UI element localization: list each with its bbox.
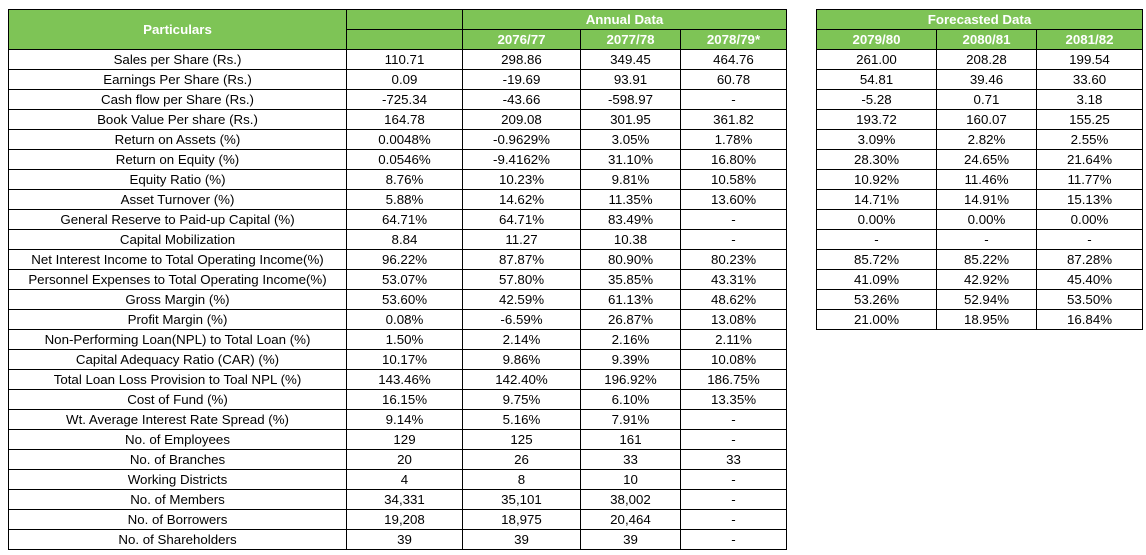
- table-cell: 9.81%: [581, 170, 681, 190]
- table-cell: -6.59%: [463, 310, 581, 330]
- row-label: Return on Assets (%): [9, 130, 347, 150]
- table-cell: 93.91: [581, 70, 681, 90]
- table-cell: 0.0048%: [347, 130, 463, 150]
- table-cell: 18,975: [463, 510, 581, 530]
- table-cell: 0.09: [347, 70, 463, 90]
- row-label: Total Loan Loss Provision to Toal NPL (%): [9, 370, 347, 390]
- table-cell: 0.0546%: [347, 150, 463, 170]
- table-cell: -: [681, 230, 787, 250]
- table-cell: 10.08%: [681, 350, 787, 370]
- table-cell: 199.54: [1037, 50, 1143, 70]
- table-cell: 52.94%: [937, 290, 1037, 310]
- table-cell: 14.62%: [463, 190, 581, 210]
- table-row: [817, 270, 1143, 290]
- table-cell: 155.25: [1037, 110, 1143, 130]
- table-row: [9, 410, 787, 430]
- table-cell: 16.15%: [347, 390, 463, 410]
- table-cell: 26.87%: [581, 310, 681, 330]
- table-cell: 26: [463, 450, 581, 470]
- table-cell: -: [681, 470, 787, 490]
- table-cell: 20: [347, 450, 463, 470]
- table-cell: 143.46%: [347, 370, 463, 390]
- table-row: [9, 230, 787, 250]
- table-cell: 39: [347, 530, 463, 550]
- table-row: [817, 110, 1143, 130]
- table-cell: 2.14%: [463, 330, 581, 350]
- table-row: [9, 250, 787, 270]
- table-row: [817, 130, 1143, 150]
- table-cell: -725.34: [347, 90, 463, 110]
- table-row: [9, 290, 787, 310]
- table-cell: 42.92%: [937, 270, 1037, 290]
- table-cell: 10.17%: [347, 350, 463, 370]
- table-cell: 87.87%: [463, 250, 581, 270]
- table-cell: 33.60: [1037, 70, 1143, 90]
- table-cell: -: [937, 230, 1037, 250]
- table-row: [9, 470, 787, 490]
- table-cell: 0.00%: [937, 210, 1037, 230]
- table-cell: 0.00%: [1037, 210, 1143, 230]
- row-label: Book Value Per share (Rs.): [9, 110, 347, 130]
- table-cell: 53.50%: [1037, 290, 1143, 310]
- year-header-col1: [347, 30, 463, 50]
- table-cell: 2.82%: [937, 130, 1037, 150]
- row-label: Working Districts: [9, 470, 347, 490]
- table-cell: 9.86%: [463, 350, 581, 370]
- table-cell: 13.08%: [681, 310, 787, 330]
- table-cell: 161: [581, 430, 681, 450]
- annual-header-spacer: [347, 10, 463, 30]
- table-cell: 16.80%: [681, 150, 787, 170]
- table-cell: 0.00%: [817, 210, 937, 230]
- table-cell: 8: [463, 470, 581, 490]
- row-label: Net Interest Income to Total Operating Income(%): [9, 250, 347, 270]
- table-cell: 196.92%: [581, 370, 681, 390]
- table-row: [817, 90, 1143, 110]
- table-cell: -19.69: [463, 70, 581, 90]
- row-label: Sales per Share (Rs.): [9, 50, 347, 70]
- row-label: Earnings Per Share (Rs.): [9, 70, 347, 90]
- table-cell: 80.23%: [681, 250, 787, 270]
- table-cell: 186.75%: [681, 370, 787, 390]
- table-row: [9, 170, 787, 190]
- table-row: [817, 190, 1143, 210]
- table-cell: 261.00: [817, 50, 937, 70]
- table-cell: 21.00%: [817, 310, 937, 330]
- table-cell: 301.95: [581, 110, 681, 130]
- forecasted-data-table: [816, 9, 1143, 330]
- table-cell: 28.30%: [817, 150, 937, 170]
- table-cell: 2.11%: [681, 330, 787, 350]
- table-cell: 54.81: [817, 70, 937, 90]
- annual-data-header: Annual Data: [463, 10, 787, 30]
- row-label: Return on Equity (%): [9, 150, 347, 170]
- table-cell: 2.16%: [581, 330, 681, 350]
- table-cell: 209.08: [463, 110, 581, 130]
- year-header-2080-81: 2080/81: [937, 30, 1037, 50]
- table-cell: 38,002: [581, 490, 681, 510]
- table-cell: 13.35%: [681, 390, 787, 410]
- table-row: [9, 150, 787, 170]
- table-cell: 83.49%: [581, 210, 681, 230]
- table-row: [9, 270, 787, 290]
- table-cell: 4: [347, 470, 463, 490]
- table-cell: 80.90%: [581, 250, 681, 270]
- table-cell: -598.97: [581, 90, 681, 110]
- table-cell: 208.28: [937, 50, 1037, 70]
- table-cell: 9.39%: [581, 350, 681, 370]
- table-cell: 193.72: [817, 110, 937, 130]
- table-cell: 20,464: [581, 510, 681, 530]
- table-row: [9, 390, 787, 410]
- table-cell: 464.76: [681, 50, 787, 70]
- table-cell: 110.71: [347, 50, 463, 70]
- table-cell: 125: [463, 430, 581, 450]
- table-row: [9, 310, 787, 330]
- year-header-2078-79: 2078/79*: [681, 30, 787, 50]
- table-cell: 1.78%: [681, 130, 787, 150]
- table-cell: 11.27: [463, 230, 581, 250]
- particulars-header: Particulars: [9, 10, 347, 50]
- table-cell: 15.13%: [1037, 190, 1143, 210]
- table-cell: -43.66: [463, 90, 581, 110]
- table-cell: 85.22%: [937, 250, 1037, 270]
- table-cell: 10.92%: [817, 170, 937, 190]
- table-cell: 2.55%: [1037, 130, 1143, 150]
- table-cell: 10: [581, 470, 681, 490]
- row-label: No. of Shareholders: [9, 530, 347, 550]
- row-label: Cash flow per Share (Rs.): [9, 90, 347, 110]
- table-row: [9, 70, 787, 90]
- table-cell: 164.78: [347, 110, 463, 130]
- row-label: No. of Employees: [9, 430, 347, 450]
- table-cell: 64.71%: [463, 210, 581, 230]
- table-row: [817, 250, 1143, 270]
- row-label: No. of Branches: [9, 450, 347, 470]
- table-row: [9, 430, 787, 450]
- table-cell: 18.95%: [937, 310, 1037, 330]
- table-cell: 45.40%: [1037, 270, 1143, 290]
- row-label: Capital Mobilization: [9, 230, 347, 250]
- table-cell: 21.64%: [1037, 150, 1143, 170]
- table-cell: 14.71%: [817, 190, 937, 210]
- table-cell: 6.10%: [581, 390, 681, 410]
- year-header-2079-80: 2079/80: [817, 30, 937, 50]
- table-cell: -: [681, 430, 787, 450]
- table-row: [817, 310, 1143, 330]
- table-row: [9, 330, 787, 350]
- table-cell: 24.65%: [937, 150, 1037, 170]
- table-cell: 96.22%: [347, 250, 463, 270]
- table-row: [817, 210, 1143, 230]
- table-cell: 39: [581, 530, 681, 550]
- table-row: [9, 50, 787, 70]
- row-label: Personnel Expenses to Total Operating Income(%): [9, 270, 347, 290]
- table-cell: -: [1037, 230, 1143, 250]
- table-cell: 8.84: [347, 230, 463, 250]
- table-row: [9, 190, 787, 210]
- table-row: [817, 150, 1143, 170]
- table-cell: 298.86: [463, 50, 581, 70]
- table-cell: 19,208: [347, 510, 463, 530]
- table-row: [817, 290, 1143, 310]
- table-cell: 34,331: [347, 490, 463, 510]
- table-cell: 39: [463, 530, 581, 550]
- table-cell: 42.59%: [463, 290, 581, 310]
- table-cell: 10.38: [581, 230, 681, 250]
- table-row: [9, 90, 787, 110]
- table-row: [9, 490, 787, 510]
- table-cell: 8.76%: [347, 170, 463, 190]
- table-cell: 361.82: [681, 110, 787, 130]
- table-cell: 60.78: [681, 70, 787, 90]
- forecasted-data-header: Forecasted Data: [817, 10, 1143, 30]
- table-cell: 0.71: [937, 90, 1037, 110]
- year-header-2081-82: 2081/82: [1037, 30, 1143, 50]
- table-cell: 35,101: [463, 490, 581, 510]
- table-row: [9, 510, 787, 530]
- table-row: [9, 530, 787, 550]
- table-cell: -: [681, 210, 787, 230]
- row-label: General Reserve to Paid-up Capital (%): [9, 210, 347, 230]
- table-cell: 3.09%: [817, 130, 937, 150]
- table-row: [9, 210, 787, 230]
- table-row: [817, 70, 1143, 90]
- row-label: No. of Members: [9, 490, 347, 510]
- table-row: [817, 170, 1143, 190]
- table-row: [9, 350, 787, 370]
- table-cell: 349.45: [581, 50, 681, 70]
- table-cell: -: [681, 410, 787, 430]
- row-label: No. of Borrowers: [9, 510, 347, 530]
- table-cell: 7.91%: [581, 410, 681, 430]
- table-cell: 5.16%: [463, 410, 581, 430]
- row-label: Gross Margin (%): [9, 290, 347, 310]
- table-cell: 3.05%: [581, 130, 681, 150]
- table-cell: 11.35%: [581, 190, 681, 210]
- table-cell: 9.75%: [463, 390, 581, 410]
- table-cell: -5.28: [817, 90, 937, 110]
- table-cell: -: [681, 490, 787, 510]
- table-cell: 14.91%: [937, 190, 1037, 210]
- table-cell: 0.08%: [347, 310, 463, 330]
- table-cell: 10.23%: [463, 170, 581, 190]
- table-cell: 43.31%: [681, 270, 787, 290]
- table-row: [9, 370, 787, 390]
- table-cell: -: [817, 230, 937, 250]
- table-cell: 57.80%: [463, 270, 581, 290]
- table-cell: 48.62%: [681, 290, 787, 310]
- table-cell: 31.10%: [581, 150, 681, 170]
- table-cell: -: [681, 510, 787, 530]
- row-label: Non-Performing Loan(NPL) to Total Loan (%): [9, 330, 347, 350]
- table-cell: -: [681, 530, 787, 550]
- table-row: [9, 450, 787, 470]
- table-row: [817, 50, 1143, 70]
- table-cell: 33: [681, 450, 787, 470]
- row-label: Equity Ratio (%): [9, 170, 347, 190]
- table-cell: 11.46%: [937, 170, 1037, 190]
- table-cell: 160.07: [937, 110, 1037, 130]
- table-cell: 13.60%: [681, 190, 787, 210]
- table-cell: 41.09%: [817, 270, 937, 290]
- table-cell: 5.88%: [347, 190, 463, 210]
- table-row: [817, 230, 1143, 250]
- table-cell: 1.50%: [347, 330, 463, 350]
- row-label: Cost of Fund (%): [9, 390, 347, 410]
- table-cell: 16.84%: [1037, 310, 1143, 330]
- row-label: Profit Margin (%): [9, 310, 347, 330]
- table-cell: -0.9629%: [463, 130, 581, 150]
- table-cell: 39.46: [937, 70, 1037, 90]
- table-cell: 35.85%: [581, 270, 681, 290]
- table-cell: 129: [347, 430, 463, 450]
- table-cell: 53.07%: [347, 270, 463, 290]
- year-header-2077-78: 2077/78: [581, 30, 681, 50]
- table-cell: -9.4162%: [463, 150, 581, 170]
- table-cell: 53.60%: [347, 290, 463, 310]
- table-cell: 64.71%: [347, 210, 463, 230]
- row-label: Asset Turnover (%): [9, 190, 347, 210]
- table-cell: 11.77%: [1037, 170, 1143, 190]
- table-cell: 9.14%: [347, 410, 463, 430]
- table-cell: 10.58%: [681, 170, 787, 190]
- table-cell: 33: [581, 450, 681, 470]
- annual-data-table: [8, 9, 787, 550]
- table-cell: 3.18: [1037, 90, 1143, 110]
- table-row: [9, 110, 787, 130]
- table-cell: 87.28%: [1037, 250, 1143, 270]
- table-cell: 85.72%: [817, 250, 937, 270]
- table-cell: 61.13%: [581, 290, 681, 310]
- table-cell: 53.26%: [817, 290, 937, 310]
- table-cell: -: [681, 90, 787, 110]
- row-label: Wt. Average Interest Rate Spread (%): [9, 410, 347, 430]
- table-cell: 142.40%: [463, 370, 581, 390]
- year-header-2076-77: 2076/77: [463, 30, 581, 50]
- row-label: Capital Adequacy Ratio (CAR) (%): [9, 350, 347, 370]
- table-row: [9, 130, 787, 150]
